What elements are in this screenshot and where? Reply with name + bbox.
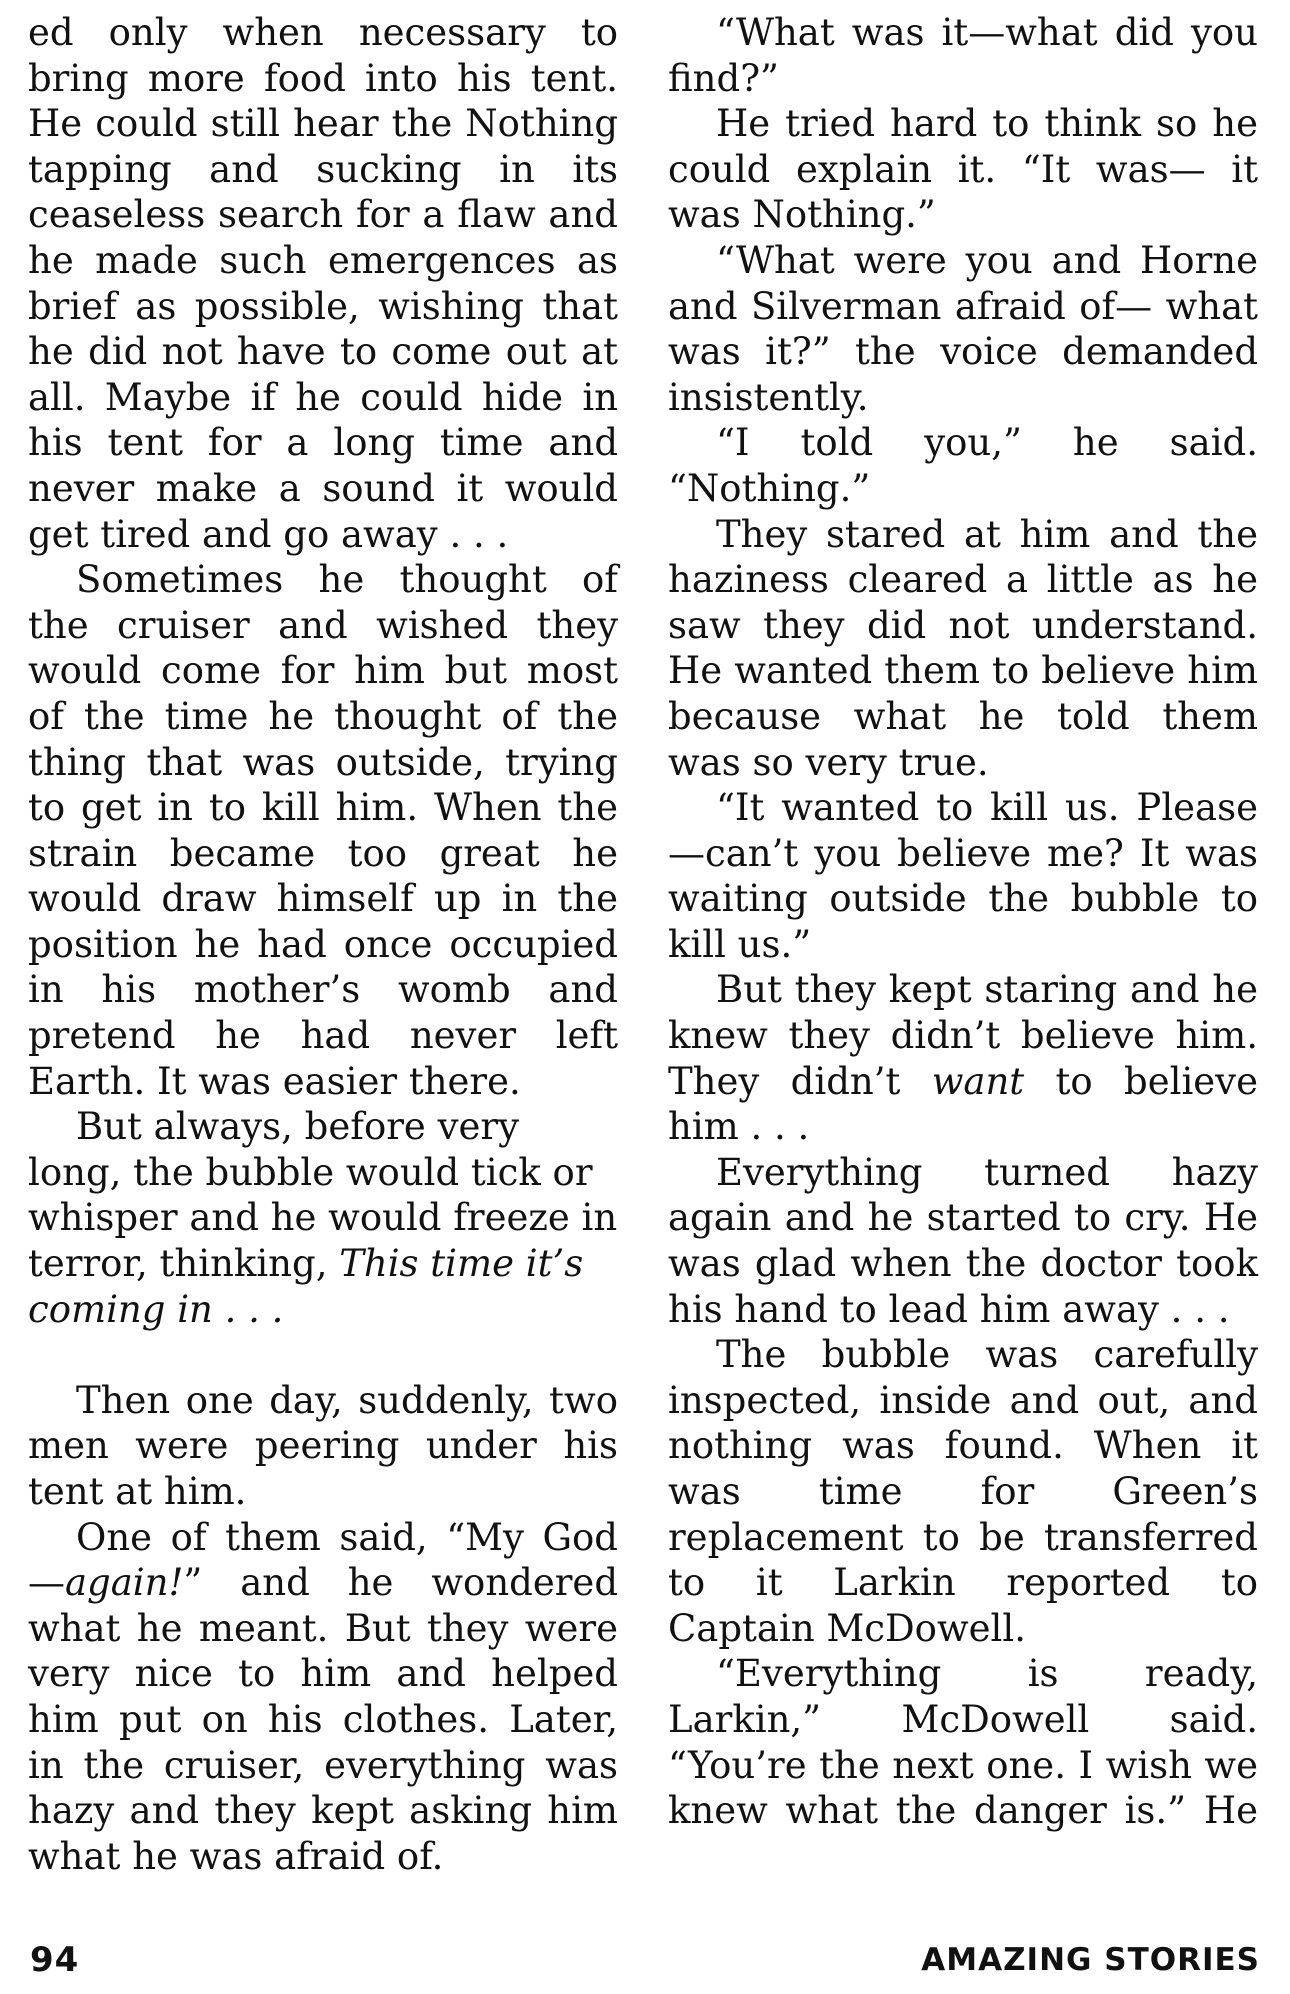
paragraph: Sometimes he thought of the cruiser and wished they would come for him but most of the time he thought of the thing that was outside, trying to get in to kill him. When the strain became too great he would draw himself up in the position he had once occupied in his mother’s womb and pretend he had never left Earth. It was easier there. xyxy=(28,558,618,1103)
paragraph xyxy=(28,1515,618,1880)
paragraph-text: But they kept staring and he knew they didn’t believe him. They didn’t xyxy=(668,968,1258,1103)
paragraph-text: But always, before very long, the bubble would tick or whisper and he would freeze in terror, thinking, xyxy=(28,1105,618,1286)
paragraph: “I told you,” he said. “Nothing.” xyxy=(668,421,1258,510)
paragraph: He tried hard to think so he could explain it. “It was— it was Nothing.” xyxy=(668,102,1258,237)
paragraph: “It wanted to kill us. Please —can’t you believe me? It was waiting outside the bubble to kill us.” xyxy=(668,786,1258,966)
paragraph xyxy=(668,967,1258,1149)
italic-text: This time it’s coming in . . . xyxy=(28,1242,584,1331)
paragraph: “Everything is ready, Larkin,” McDowell said. “You’re the next one. I wish we knew what the danger is.” He xyxy=(668,1652,1258,1833)
right-text-column xyxy=(668,10,1258,1834)
paragraph: The bubble was carefully inspected, inside and out, and nothing was found. When it was time for Green’s replacement to be transferred to it Larkin reported to Captain McDowell. xyxy=(668,1333,1258,1650)
paragraph xyxy=(28,1104,618,1332)
page-number: 94 xyxy=(30,1940,80,1980)
paragraph-text: to believe him . . . xyxy=(668,1059,1258,1149)
paragraph: Then one day, suddenly, two men were peering under his tent at him. xyxy=(28,1378,618,1513)
paragraph-text: One of them said, “My God — xyxy=(28,1515,618,1605)
magazine-title: AMAZING STORIES xyxy=(921,1942,1260,1978)
left-text-column xyxy=(28,10,618,1879)
paragraph: Everything turned hazy again and he started to cry. He was glad when the doctor took his hand to lead him away . . . xyxy=(668,1150,1258,1331)
paragraph-text: ” and he wondered what he meant. But they were very nice to him and helped him put on his clothes. Later, in the cruiser, everything was hazy and they kept asking him what he was afraid of. xyxy=(28,1561,618,1878)
italic-text: again! xyxy=(65,1561,184,1605)
paragraph: “What was it—what did you find?” xyxy=(668,11,1258,100)
italic-text: want xyxy=(931,1059,1025,1103)
paragraph: “What were you and Horne and Silverman afraid of— what was it?” the voice demanded insistently. xyxy=(668,238,1258,419)
paragraph: They stared at him and the haziness cleared a little as he saw they did not understand. He wanted them to believe him because what he told them was so very true. xyxy=(668,512,1258,784)
paragraph: ed only when necessary to bring more food into his tent. He could still hear the Nothing tapping and sucking in its ceaseless search for a flaw and he made such emergences as brief as possible, wishing that he did not have to come out at all. Maybe if he could hide in his tent for a long time and never make a sound it would get tired and go away . . . xyxy=(28,11,618,556)
